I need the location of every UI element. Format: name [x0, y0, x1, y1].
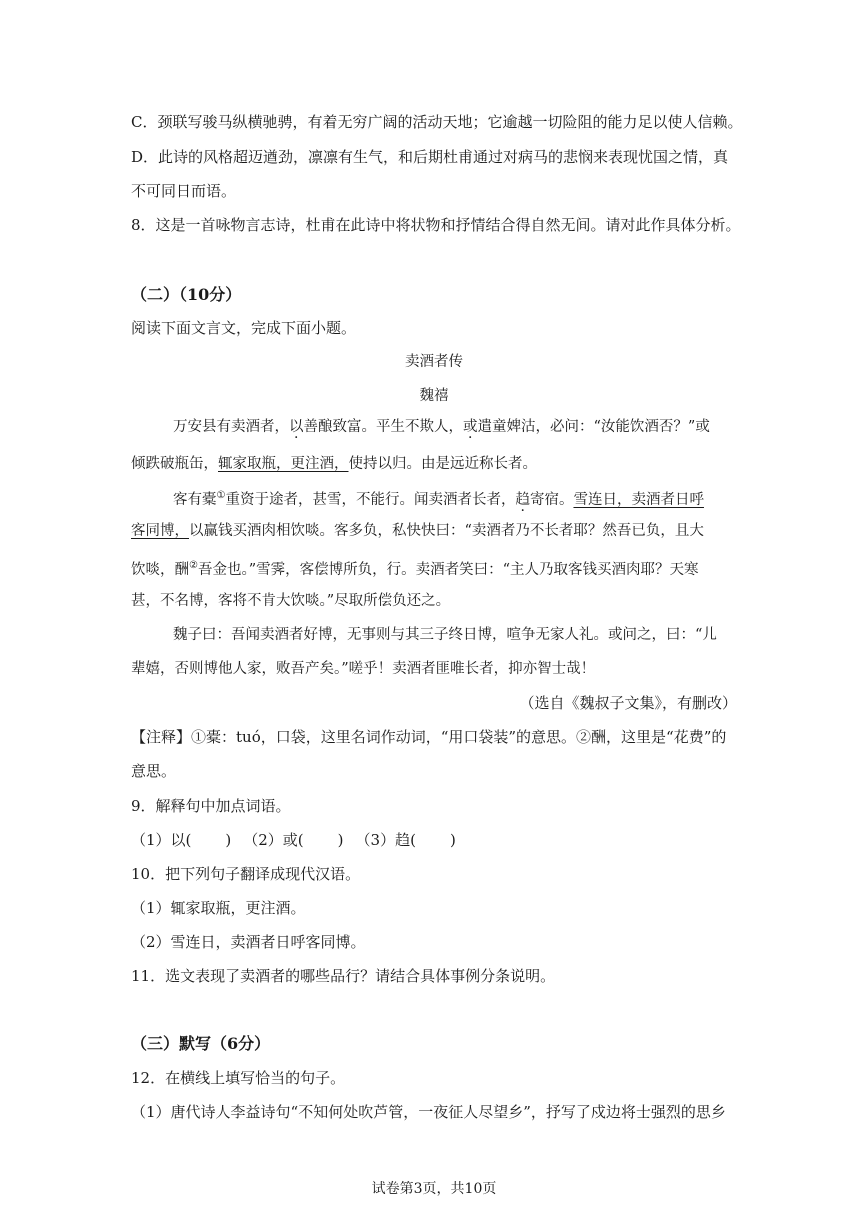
dotted-word-huo: 或 — [463, 419, 478, 435]
q7-option-d-line1: D．此诗的风格超迈遒劲，凛凛有生气，和后期杜甫通过对病马的悲悯来表现忧国之情，真 — [131, 148, 729, 166]
passage-p3-line1: 魏子曰：吾闻卖酒者好博，无事则与其三子终日博，喧争无家人礼。或问之，曰：“儿 — [173, 627, 717, 643]
notes-line2: 意思。 — [131, 762, 177, 780]
question-9: 9．解释句中加点词语。 — [131, 797, 291, 815]
section-2-intro: 阅读下面文言文，完成下面小题。 — [131, 319, 357, 337]
question-8: 8．这是一首咏物言志诗，杜甫在此诗中将状物和抒情结合得自然无间。请对此作具体分析。 — [131, 216, 741, 234]
passage-p2-line3: 饮啖，酬②吾金也。”雪霁，客偿博所负，行。卖酒者笑曰：“主人乃取客钱买酒肉耶？天寒 — [131, 560, 699, 578]
dotted-word-qu: 趋 — [515, 491, 530, 508]
notes-line1: 【注释】①橐：tuó，口袋，这里名词作动词，“用口袋装”的意思。②酬，这里是“花费”的 — [131, 728, 727, 746]
q7-option-c: C．颈联写骏马纵横驰骋，有着无穷广阔的活动天地；它逾越一切险阻的能力足以使人信赖。 — [131, 113, 743, 131]
question-12-item1: （1）唐代诗人李益诗句“不知何处吹芦管，一夜征人尽望乡”，抒写了戍边将士强烈的思乡 — [131, 1103, 726, 1121]
underlined-sentence-2b: 客同博， — [131, 523, 189, 539]
note-2-marker: ② — [189, 560, 198, 571]
passage-p2-line4: 甚，不名博，客将不肯大饮啖。”尽取所偿负还之。 — [131, 593, 451, 609]
question-11: 11．选文表现了卖酒者的哪些品行？请结合具体事例分条说明。 — [131, 967, 556, 985]
passage-p2-line2: 客同博，以赢钱买酒肉相饮啖。客多负，私快快曰：“卖酒者乃不长者耶？然吾已负，且大 — [131, 523, 704, 539]
dotted-word-yi: 以 — [289, 419, 304, 435]
section-3-title: （三）默写（6分） — [131, 1034, 271, 1053]
passage-p1-line2: 倾跌破瓶缶，辄家取瓶，更注酒，使持以归。由是远近称长者。 — [131, 456, 537, 472]
question-12: 12．在横线上填写恰当的句子。 — [131, 1069, 346, 1087]
passage-title: 卖酒者传 — [405, 354, 463, 370]
underlined-sentence-1: 辄家取瓶，更注酒， — [218, 456, 349, 472]
underlined-sentence-2a: 雪连日，卖酒者日呼 — [573, 491, 704, 508]
passage-author: 魏禧 — [419, 388, 449, 404]
section-2-title: （二）（10分） — [131, 285, 242, 304]
passage-p1-line1: 万安县有卖酒者，以善酿致富。平生不欺人，或遣童婢沽，必问：“汝能饮酒否？”或 — [173, 419, 710, 435]
passage-p3-line2: 辈嬉，否则博他人家，败吾产矣。”嗟乎！卖酒者匪唯长者，抑亦智士哉！ — [131, 661, 596, 677]
passage-source: （选自《魏叔子文集》，有删改） — [519, 694, 737, 712]
question-9-items: （1）以( ) （2）或( ) （3）趋( ) — [131, 831, 456, 849]
q7-option-d-line2: 不可同日而语。 — [131, 182, 237, 200]
question-10-item2: （2）雪连日，卖酒者日呼客同博。 — [131, 933, 366, 951]
page-footer: 试卷第3页，共10页 — [371, 1181, 497, 1197]
question-10-item1: （1）辄家取瓶，更注酒。 — [131, 899, 306, 917]
question-10: 10．把下列句子翻译成现代汉语。 — [131, 865, 361, 883]
passage-p2-line1: 客有橐①重资于途者，甚雪，不能行。闻卖酒者长者，趋寄宿。雪连日，卖酒者日呼 — [173, 490, 704, 508]
note-1-marker: ① — [216, 490, 226, 501]
